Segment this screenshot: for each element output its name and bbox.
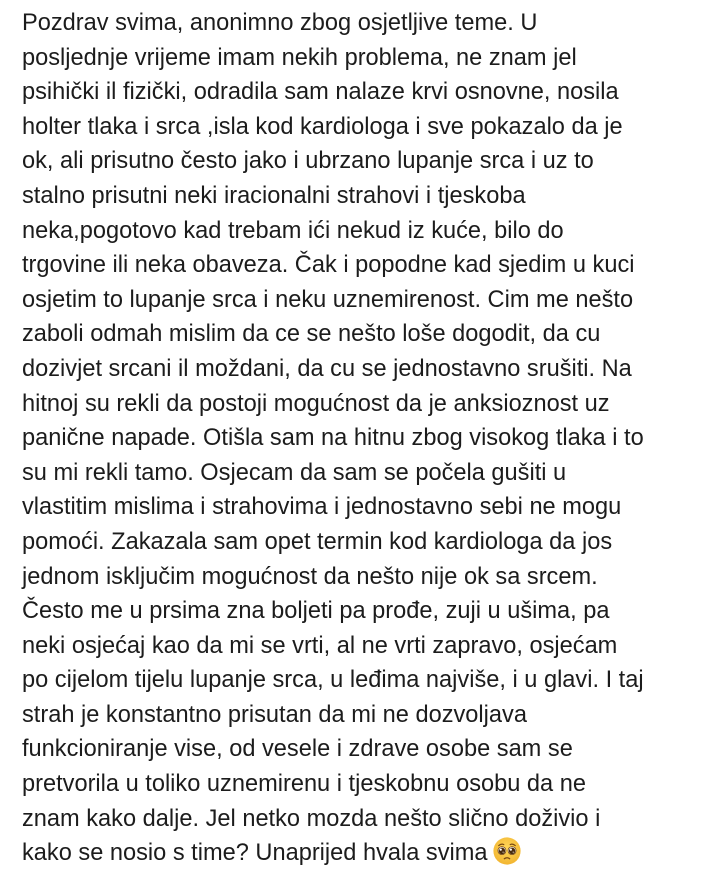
post-line: strah je konstantno prisutan da mi ne dozvoljava (22, 701, 527, 728)
post-line: trgovine ili neka obaveza. Čak i popodne kad sjedim u kuci (22, 252, 635, 279)
post-line-last (22, 836, 702, 871)
post-line: po cijelom tijelu lupanje srca, u leđima najviše, i u glavi. I taj (22, 667, 644, 694)
post-line: pretvorila u toliko uznemirenu i tjeskobnu osobu da ne (22, 771, 586, 798)
post-body (22, 6, 702, 871)
post-line: Često me u prsima zna boljeti pa prođe, zuji u ušima, pa (22, 598, 610, 625)
post-line: su mi rekli tamo. Osjecam da sam se počela gušiti u (22, 459, 567, 486)
post-line: stalno prisutni neki iracionalni strahovi i tjeskoba (22, 182, 526, 209)
post-line: posljednje vrijeme imam nekih problema, ne znam jel (22, 44, 577, 71)
post-line: neki osjećaj kao da mi se vrti, al ne vrti zapravo, osjećam (22, 632, 618, 659)
post-line: dozivjet srcani il moždani, da cu se jednostavno srušiti. Na (22, 355, 632, 382)
post-line: pomoći. Zakazala sam opet termin kod kardiologa da jos (22, 528, 613, 555)
post-line-text: kako se nosio s time? Unaprijed hvala svima (22, 840, 488, 867)
post-line: psihički il fizički, odradila sam nalaze krvi osnovne, nosila (22, 79, 619, 106)
post-line: hitnoj su rekli da postoji mogućnost da je anksioznost uz (22, 390, 610, 417)
post-line: holter tlaka i srca ,isla kod kardiologa i sve pokazalo da je (22, 113, 623, 140)
post-line: funkcioniranje vise, od vesele i zdrave osobe sam se (22, 736, 573, 763)
post-line: Pozdrav svima, anonimno zbog osjetljive teme. U (22, 10, 538, 36)
pleading-face-icon (492, 836, 522, 866)
post-line: zaboli odmah mislim da ce se nešto loše dogodit, da cu (22, 321, 601, 348)
post-line: osjetim to lupanje srca i neku uznemirenost. Cim me nešto (22, 286, 634, 313)
post-line: ok, ali prisutno često jako i ubrzano lupanje srca i uz to (22, 148, 594, 175)
post-line: neka,pogotovo kad trebam ići nekud iz kuće, bilo do (22, 217, 564, 244)
post-line: znam kako dalje. Jel netko mozda nešto slično doživio i (22, 805, 601, 832)
post-line: jednom isključim mogućnost da nešto nije ok sa srcem. (22, 563, 598, 590)
post-line: panične napade. Otišla sam na hitnu zbog visokog tlaka i to (22, 425, 644, 452)
post-line: vlastitim mislima i strahovima i jednostavno sebi ne mogu (22, 494, 622, 521)
